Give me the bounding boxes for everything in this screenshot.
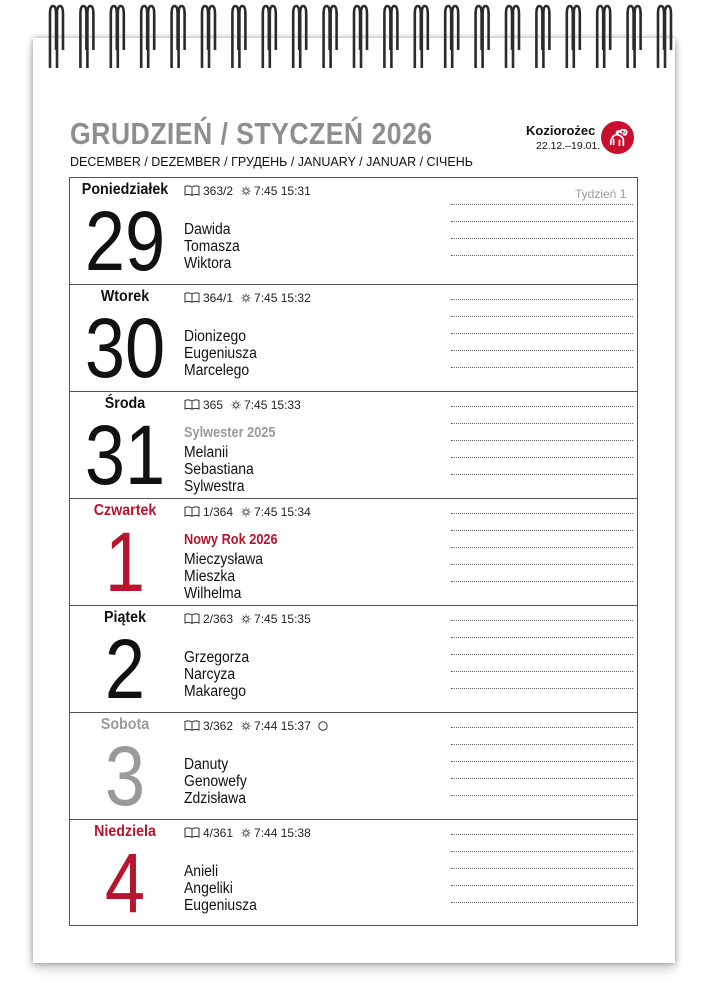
name-days	[184, 551, 263, 602]
sun-times: 7:45 15:32	[254, 291, 311, 305]
spiral-ring	[597, 6, 603, 68]
note-line[interactable]	[451, 316, 633, 317]
sun-icon	[241, 507, 251, 517]
spiral-ring	[567, 6, 573, 68]
sun-times: 7:45 15:33	[244, 398, 301, 412]
spiral-ring	[415, 6, 421, 68]
note-line[interactable]	[451, 513, 633, 514]
day-row	[70, 606, 637, 716]
name-days	[184, 221, 240, 272]
note-line[interactable]	[451, 868, 633, 869]
spiral-ring	[422, 6, 428, 68]
note-line[interactable]	[451, 795, 633, 796]
note-line[interactable]	[451, 423, 633, 424]
note-lines	[451, 299, 633, 384]
spiral-ring	[80, 6, 86, 68]
holiday-label: Sylwester 2025	[184, 425, 276, 441]
spiral-ring	[172, 6, 178, 68]
sun-icon	[241, 721, 251, 731]
spiral-ring	[87, 6, 93, 68]
day-meta	[184, 291, 311, 305]
day-of-year: 4/361	[203, 826, 234, 840]
day-of-year: 364/1	[203, 291, 234, 305]
day-of-year: 2/363	[203, 612, 234, 626]
note-line[interactable]	[451, 727, 633, 728]
spiral-ring	[300, 6, 306, 68]
name-days	[184, 649, 249, 700]
note-lines	[451, 513, 633, 598]
spiral-ring	[513, 6, 519, 68]
name-day: Dionizego	[184, 328, 247, 345]
book-icon	[184, 506, 200, 517]
day-number: 31	[84, 408, 166, 502]
day-number: 1	[104, 515, 146, 609]
name-day: Marcelego	[184, 362, 250, 379]
day-of-year: 365	[203, 398, 224, 412]
day-meta	[184, 612, 311, 626]
note-line[interactable]	[451, 778, 633, 779]
day-name: Sobota	[100, 716, 150, 733]
note-line[interactable]	[451, 761, 633, 762]
name-day: Eugeniusza	[184, 345, 257, 362]
sun-icon	[241, 293, 251, 303]
spiral-ring	[536, 6, 542, 68]
holiday-label: Nowy Rok 2026	[184, 532, 278, 548]
spiral-ring	[239, 6, 245, 68]
day-meta	[184, 184, 311, 198]
book-icon	[184, 613, 200, 624]
name-day: Zdzisława	[184, 790, 247, 807]
name-days	[184, 863, 257, 914]
note-line[interactable]	[451, 620, 633, 621]
spiral-ring	[179, 6, 185, 68]
spiral-ring	[445, 6, 451, 68]
book-icon	[184, 399, 200, 410]
day-number: 4	[104, 836, 146, 930]
sun-times: 7:44 15:37	[254, 719, 311, 733]
name-day: Sylwestra	[184, 478, 245, 495]
spiral-ring	[209, 6, 215, 68]
note-line[interactable]	[451, 637, 633, 638]
spiral-ring	[506, 6, 512, 68]
name-day: Narcyza	[184, 666, 236, 683]
spiral-ring	[384, 6, 390, 68]
note-line[interactable]	[451, 654, 633, 655]
spiral-ring	[141, 6, 147, 68]
day-name: Piątek	[103, 609, 147, 626]
name-day: Sebastiana	[184, 461, 254, 478]
note-line[interactable]	[451, 457, 633, 458]
day-number: 30	[84, 301, 166, 395]
spiral-ring	[331, 6, 337, 68]
name-day: Eugeniusza	[184, 897, 257, 914]
spiral-ring	[118, 6, 124, 68]
spiral-ring	[361, 6, 367, 68]
spiral-ring	[50, 6, 56, 68]
spiral-ring	[111, 6, 117, 68]
book-icon	[184, 185, 200, 196]
book-icon	[184, 292, 200, 303]
book-icon	[184, 720, 200, 731]
note-line[interactable]	[451, 851, 633, 852]
spiral-ring	[476, 6, 482, 68]
note-lines	[451, 406, 633, 491]
week-number: Tydzień 1	[575, 187, 627, 201]
spiral-ring	[543, 6, 549, 68]
spiral-ring	[391, 6, 397, 68]
note-line[interactable]	[451, 221, 633, 222]
spiral-ring	[202, 6, 208, 68]
spiral-ring	[604, 6, 610, 68]
note-line[interactable]	[451, 406, 633, 407]
sun-icon	[231, 400, 241, 410]
note-line[interactable]	[451, 255, 633, 256]
spiral-ring	[293, 6, 299, 68]
name-day: Genowefy	[184, 773, 247, 790]
note-line[interactable]	[451, 238, 633, 239]
spiral-ring	[270, 6, 276, 68]
spiral-ring	[263, 6, 269, 68]
day-row	[70, 285, 637, 395]
name-days	[184, 444, 254, 495]
day-meta	[184, 398, 301, 412]
name-day: Angeliki	[184, 880, 233, 897]
name-days	[184, 756, 247, 807]
day-row	[70, 499, 637, 609]
note-line[interactable]	[451, 299, 633, 300]
day-number: 2	[104, 622, 146, 716]
name-day: Wiktora	[184, 255, 232, 272]
spiral-ring	[628, 6, 634, 68]
note-line[interactable]	[451, 350, 633, 351]
week-grid	[69, 177, 638, 930]
day-row	[70, 392, 637, 502]
note-lines	[451, 204, 633, 272]
note-line[interactable]	[451, 474, 633, 475]
day-of-year: 1/364	[203, 505, 234, 519]
name-day: Danuty	[184, 756, 229, 773]
note-line[interactable]	[451, 440, 633, 441]
sun-icon	[241, 614, 251, 624]
sun-icon	[241, 828, 251, 838]
name-day: Grzegorza	[184, 649, 250, 666]
day-name: Czwartek	[93, 502, 157, 519]
note-line[interactable]	[451, 547, 633, 548]
note-line[interactable]	[451, 671, 633, 672]
capricorn-goat-icon	[600, 120, 635, 155]
day-row	[70, 713, 637, 823]
spiral-ring	[354, 6, 360, 68]
day-meta	[184, 505, 311, 519]
day-name: Poniedziałek	[81, 181, 169, 198]
day-meta	[184, 826, 311, 840]
name-day: Mieszka	[184, 568, 236, 585]
spiral-ring	[148, 6, 154, 68]
day-of-year: 363/2	[203, 184, 234, 198]
note-line[interactable]	[451, 834, 633, 835]
spiral-ring	[658, 6, 664, 68]
spiral-binding	[0, 0, 708, 70]
note-line[interactable]	[451, 688, 633, 689]
zodiac-dates: 22.12.–19.01.	[536, 140, 601, 152]
day-row	[70, 820, 637, 930]
day-name: Wtorek	[100, 288, 150, 305]
spiral-ring	[574, 6, 580, 68]
note-line[interactable]	[451, 902, 633, 903]
spiral-ring	[452, 6, 458, 68]
book-icon	[184, 827, 200, 838]
day-meta	[184, 719, 328, 733]
note-line[interactable]	[451, 885, 633, 886]
sun-icon	[241, 186, 251, 196]
name-day: Dawida	[184, 221, 231, 238]
day-row	[70, 178, 637, 288]
day-number: 3	[104, 729, 146, 823]
name-days	[184, 328, 257, 379]
note-line[interactable]	[451, 204, 633, 205]
sun-times: 7:45 15:31	[254, 184, 311, 198]
page-title: GRUDZIEŃ / STYCZEŃ 2026	[70, 116, 433, 151]
note-line[interactable]	[451, 530, 633, 531]
spiral-ring	[483, 6, 489, 68]
note-lines	[451, 620, 633, 705]
sun-times: 7:45 15:35	[254, 612, 311, 626]
day-number: 29	[84, 194, 166, 288]
note-lines	[451, 834, 633, 919]
page-subtitle: DECEMBER / DEZEMBER / ГРУДЕНЬ / JANUARY / JANUAR / СІЧЕНЬ	[70, 155, 473, 169]
sun-times: 7:44 15:38	[254, 826, 311, 840]
name-day: Tomasza	[184, 238, 240, 255]
full-moon-icon	[318, 721, 328, 731]
spiral-ring	[324, 6, 330, 68]
name-day: Melanii	[184, 444, 229, 461]
spiral-ring	[635, 6, 641, 68]
spiral-ring	[665, 6, 671, 68]
sun-times: 7:45 15:34	[254, 505, 311, 519]
name-day: Mieczysława	[184, 551, 264, 568]
day-of-year: 3/362	[203, 719, 234, 733]
zodiac-name: Koziorożec	[526, 123, 596, 138]
name-day: Makarego	[184, 683, 247, 700]
spiral-ring	[232, 6, 238, 68]
note-line[interactable]	[451, 367, 633, 368]
spiral-ring	[57, 6, 63, 68]
name-day: Wilhelma	[184, 585, 242, 602]
note-line[interactable]	[451, 744, 633, 745]
note-lines	[451, 727, 633, 812]
day-name: Środa	[104, 395, 146, 412]
note-line[interactable]	[451, 581, 633, 582]
note-line[interactable]	[451, 564, 633, 565]
name-day: Anieli	[184, 863, 219, 880]
note-line[interactable]	[451, 333, 633, 334]
day-name: Niedziela	[94, 823, 156, 840]
